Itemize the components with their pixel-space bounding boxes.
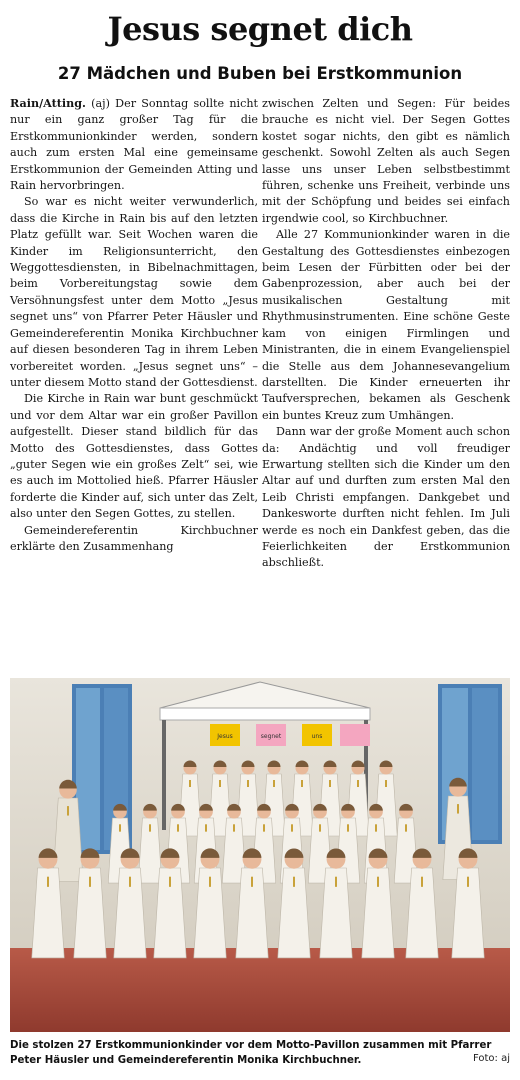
article-paragraph [10,96,258,194]
article-column-left [10,96,258,555]
group-photo [10,678,510,1032]
group-photo-illustration [10,678,510,1032]
article-headline: Jesus segnet dich [107,10,413,48]
article-subheadline: 27 Mädchen und Buben bei Erstkommunion [57,64,463,83]
article-column-right [262,96,510,572]
article-paragraph-text: (aj) Der Sonntag sollte nicht nur ein ganz großer Tag für die Erstkommunionkinder werden, sondern auch zum ersten Mal eine gemeinsame Erstkommunion der Gemeinden Atting und Rain hervorbringen. [10,97,258,193]
motto-banner [340,724,370,746]
article-dateline: Rain/Atting. [10,97,86,110]
photo-credit: Foto: aj [472,1053,510,1064]
photo-caption: Die stolzen 27 Erstkommunionkinder vor dem Motto-Pavillon zusammen mit Pfarrer Peter Häusler und Gemeindereferentin Monika Kirchbuchner. [10,1040,492,1066]
article-paragraph: zwischen Zelten und Segen: Für beides brauche es nicht viel. Der Segen Gottes kostet sogar nichts, den gibt es nämlich geschenkt. Sowohl Zelten als auch Segen lasse uns unser Leben selbstbestimmt führen, schenke uns Freiheit, verbinde uns mit der Schöpfung und beides sei einfach irgendwie cool, so Kirchbuchner. [262,97,510,225]
motto-banner-word: segnet [260,733,282,740]
article-paragraph: Dann war der große Moment auch schon da: Andächtig und voll freudiger Erwartung stellten sich die Kinder um den Altar auf und durften zum ersten Mal den Leib Christi empfangen. Dankgebet und Dankesworte durften nicht fehlen. Im Juli werde es noch ein Dankfest geben, das die Feierlichkeiten der Erstkommunion abschließt. [262,425,510,570]
church-floor [10,948,510,1032]
motto-banner-word: uns [311,733,323,740]
article-paragraph: So war es nicht weiter verwunderlich, dass die Kirche in Rain bis auf den letzten Platz gefüllt war. Seit Wochen waren die Kinder im Religionsunterricht, den Weggottesdiensten, in Bibelnachmittagen, beim Vorbereitungstag sowie dem Versöhnungsfest unter dem Motto „Jesus segnet uns“ von Pfarrer Peter Häusler und Gemeindereferentin Monika Kirchbuchner auf diesen besonderen Tag in ihrem Leben vorbereitet worden. „Jesus segnet uns“ – unter diesem Motto stand der Gottesdienst. [10,195,258,389]
article-paragraph: Die Kirche in Rain war bunt geschmückt und vor dem Altar war ein großer Pavillon aufgestellt. Dieser stand bildlich für das Motto des Gottesdienstes, dass Gottes „guter Segen wie ein großes Zelt“ sei, wie es auch im Mottolied hieß. Pfarrer Häusler forderte die Kinder auf, sich unter das Zelt, also unter den Segen Gottes, zu stellen. [10,392,258,521]
motto-banner-word: Jesus [217,733,233,740]
article-paragraph: Alle 27 Kommunionkinder waren in die Gestaltung des Gottesdienstes einbezogen beim Lesen der Fürbitten oder bei der Gabenprozession, aber auch bei der musikalischen Gestaltung mit Rhythmusinstrumenten. Eine schöne Geste kam von einigen Firmlingen und Ministranten, die in einem Evangelienspiel die Stelle aus dem Johannesevangelium darstellten. Die Kinder erneuerten ihr Taufversprechen, bekamen als Geschenk ein buntes Kreuz zum Umhängen. [262,228,510,422]
article-paragraph: Gemeindereferentin Kirchbuchner erklärte den Zusammenhang [10,523,258,553]
